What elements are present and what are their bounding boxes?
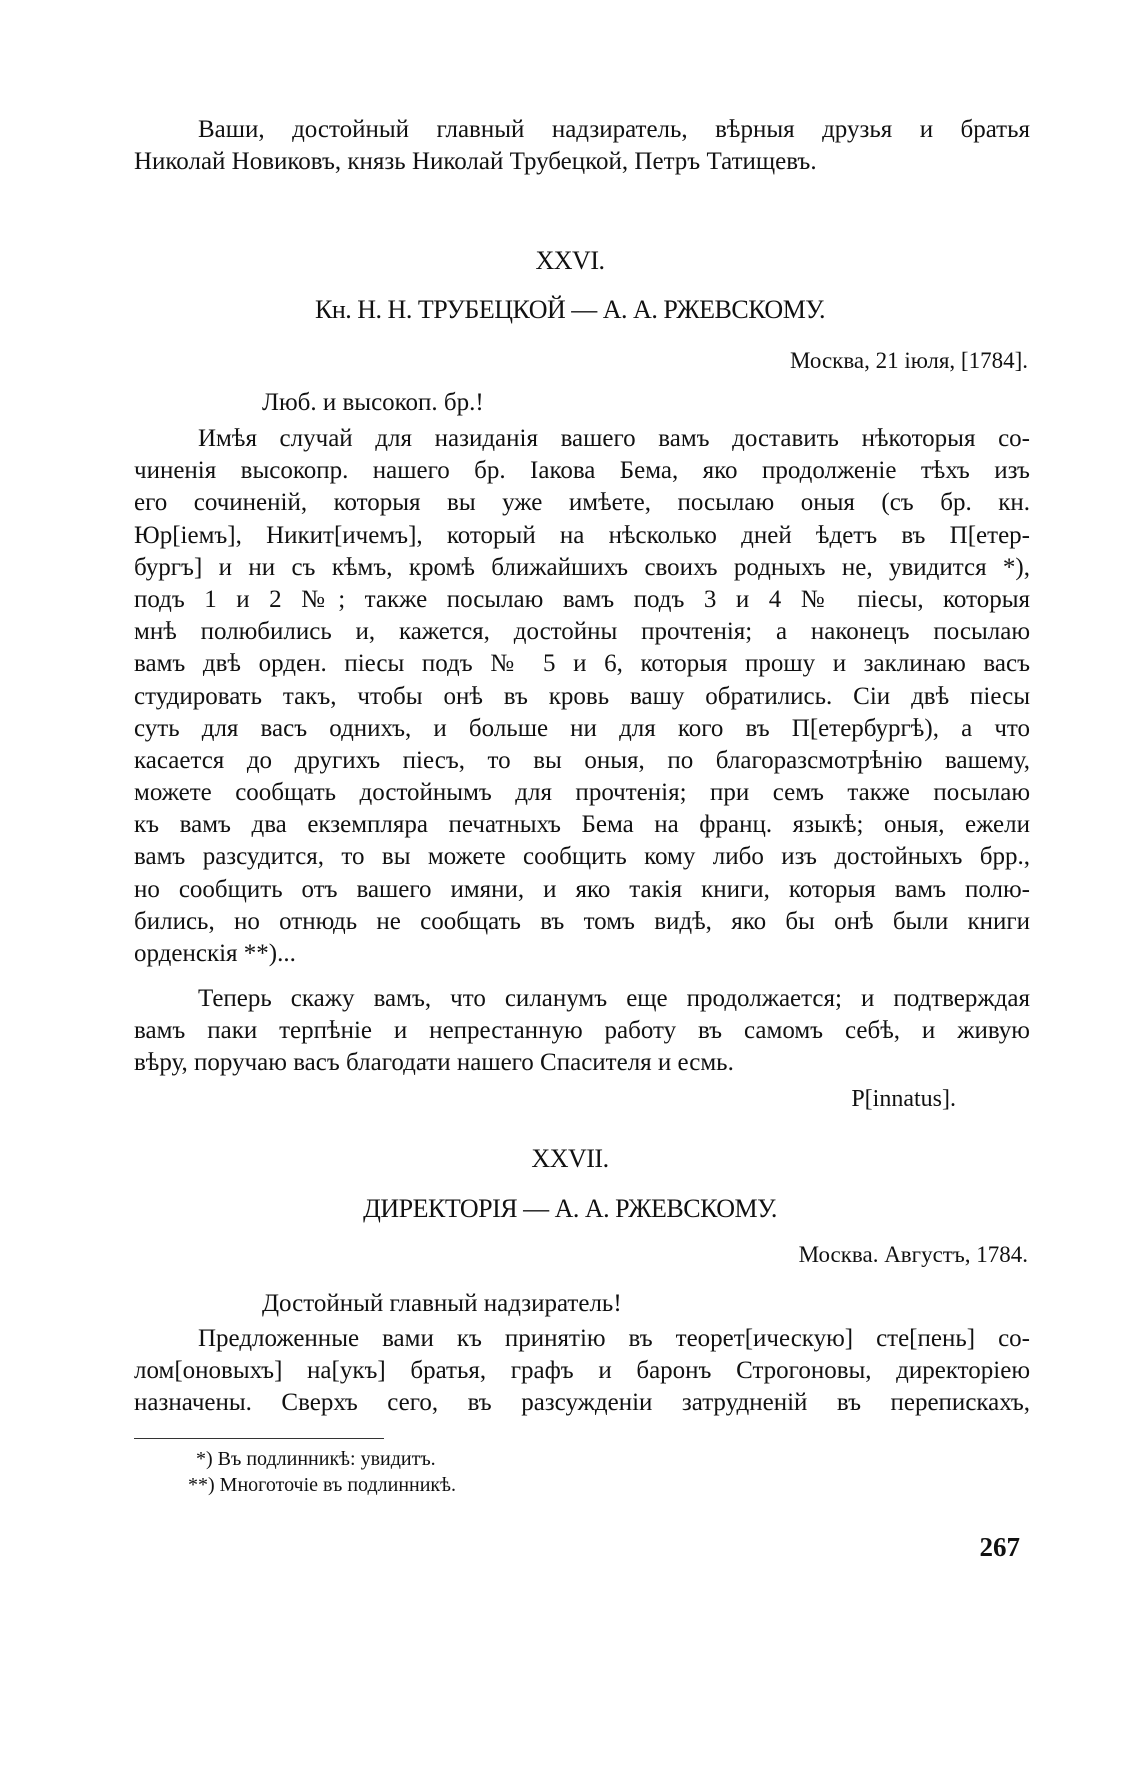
- footnote: *) Въ подлинникѣ: увидитъ.: [196, 1448, 436, 1470]
- footnote-rule: [134, 1438, 384, 1439]
- text-line: лом[оновыхъ] на[укъ] братья, графъ и баронъ Строгоновы, директоріею: [134, 1357, 1030, 1385]
- text-line: вамъ двѣ орден. піесы подъ № 5 и 6, которыя прошу и заклинаю васъ: [134, 650, 1030, 678]
- paragraph: [134, 1323, 1030, 1420]
- text-line: подъ 1 и 2 №; также посылаю вамъ подъ 3 и 4 № піесы, которыя: [134, 585, 1030, 613]
- text-line: Ваши, достойный главный надзиратель, вѣрныя друзья и братья: [198, 116, 1030, 143]
- text-line: вѣру, поручаю васъ благодати нашего Спасителя и есмь.: [134, 1049, 734, 1077]
- text-line: касается до другихъ піесъ, то вы оныя, по благоразсмотрѣнію вашему,: [134, 746, 1030, 774]
- text-line: Теперь скажу вамъ, что силанумъ еще продолжается; и подтверждая: [198, 985, 1030, 1012]
- place-date: Москва. Августъ, 1784.: [798, 1242, 1028, 1267]
- text-line: вамъ разсудится, то вы можете сообщить кому либо изъ достойныхъ брр.,: [134, 843, 1030, 871]
- text-line: назначены. Сверхъ сего, въ разсужденіи затрудненій въ перепискахъ,: [134, 1389, 1030, 1417]
- text-line: орденскія **)...: [134, 940, 296, 967]
- paragraph: [134, 983, 1030, 1080]
- salutation: Достойный главный надзиратель!: [262, 1290, 622, 1317]
- salutation-block: [134, 1288, 1030, 1320]
- text-line: къ вамъ два екземпляра печатныхъ Бема на франц. языкѣ; оныя, ежели: [134, 811, 1030, 839]
- salutation-block: [134, 387, 1030, 419]
- text-line: Имѣя случай для назиданія вашего вамъ доставить нѣкоторыя со-: [198, 425, 1030, 452]
- letter-heading: Кн. Н. Н. ТРУБЕЦКОЙ — А. А. РЖЕВСКОМУ.: [315, 295, 825, 324]
- text-line: Юр[іемъ], Никит[ичемъ], который на нѣсколько дней ѣдетъ въ П[етер-: [134, 521, 1030, 549]
- text-line: вамъ паки терпѣніе и непрестанную работу въ самомъ себѣ, и живую: [134, 1017, 1030, 1045]
- text-line: его сочиненій, которыя вы уже имѣете, посылаю оныя (съ бр. кн.: [134, 489, 1030, 517]
- text-line: чиненія высокопр. нашего бр. Іакова Бема, яко продолженіе тѣхъ изъ: [134, 457, 1030, 485]
- signature: P[innatus].: [851, 1086, 956, 1112]
- closing-block: [134, 114, 1030, 178]
- salutation: Люб. и высокоп. бр.!: [262, 389, 484, 416]
- text-line: мнѣ полюбились и, кажется, достойны прочтенія; а наконецъ посылаю: [134, 618, 1030, 646]
- footnote: **) Многоточіе въ подлинникѣ.: [188, 1474, 456, 1496]
- letter-number: XXVII.: [531, 1144, 609, 1173]
- page-number: 267: [979, 1532, 1020, 1562]
- letter-number: XXVI.: [535, 246, 605, 275]
- text-line: суть для васъ однихъ, и больше ни для кого въ П[етербургѣ), а что: [134, 714, 1030, 742]
- text-line: бургъ] и ни съ кѣмъ, кромѣ ближайшихъ своихъ родныхъ не, увидится *),: [134, 553, 1030, 581]
- text-line: бились, но отнюдь не сообщать въ томъ видѣ, яко бы онѣ были книги: [134, 907, 1030, 935]
- text-line: Николай Новиковъ, князь Николай Трубецкой, Петръ Татищевъ.: [134, 148, 817, 176]
- place-date: Москва, 21 іюля, [1784].: [790, 348, 1028, 373]
- text-line: Предложенные вами къ принятію въ теорет[ическую] сте[пень] со-: [198, 1325, 1030, 1352]
- paragraph: [134, 423, 1030, 970]
- text-line: можете сообщать достойнымъ для прочтенія; при семъ также посылаю: [134, 779, 1030, 807]
- letter-heading: ДИРЕКТОРІЯ — А. А. РЖЕВСКОМУ.: [363, 1194, 777, 1223]
- text-line: но сообщить отъ вашего имяни, и яко такія книги, которыя вамъ полю-: [134, 875, 1030, 903]
- text-line: студировать такъ, чтобы онѣ въ кровь вашу обратились. Сіи двѣ піесы: [134, 682, 1030, 710]
